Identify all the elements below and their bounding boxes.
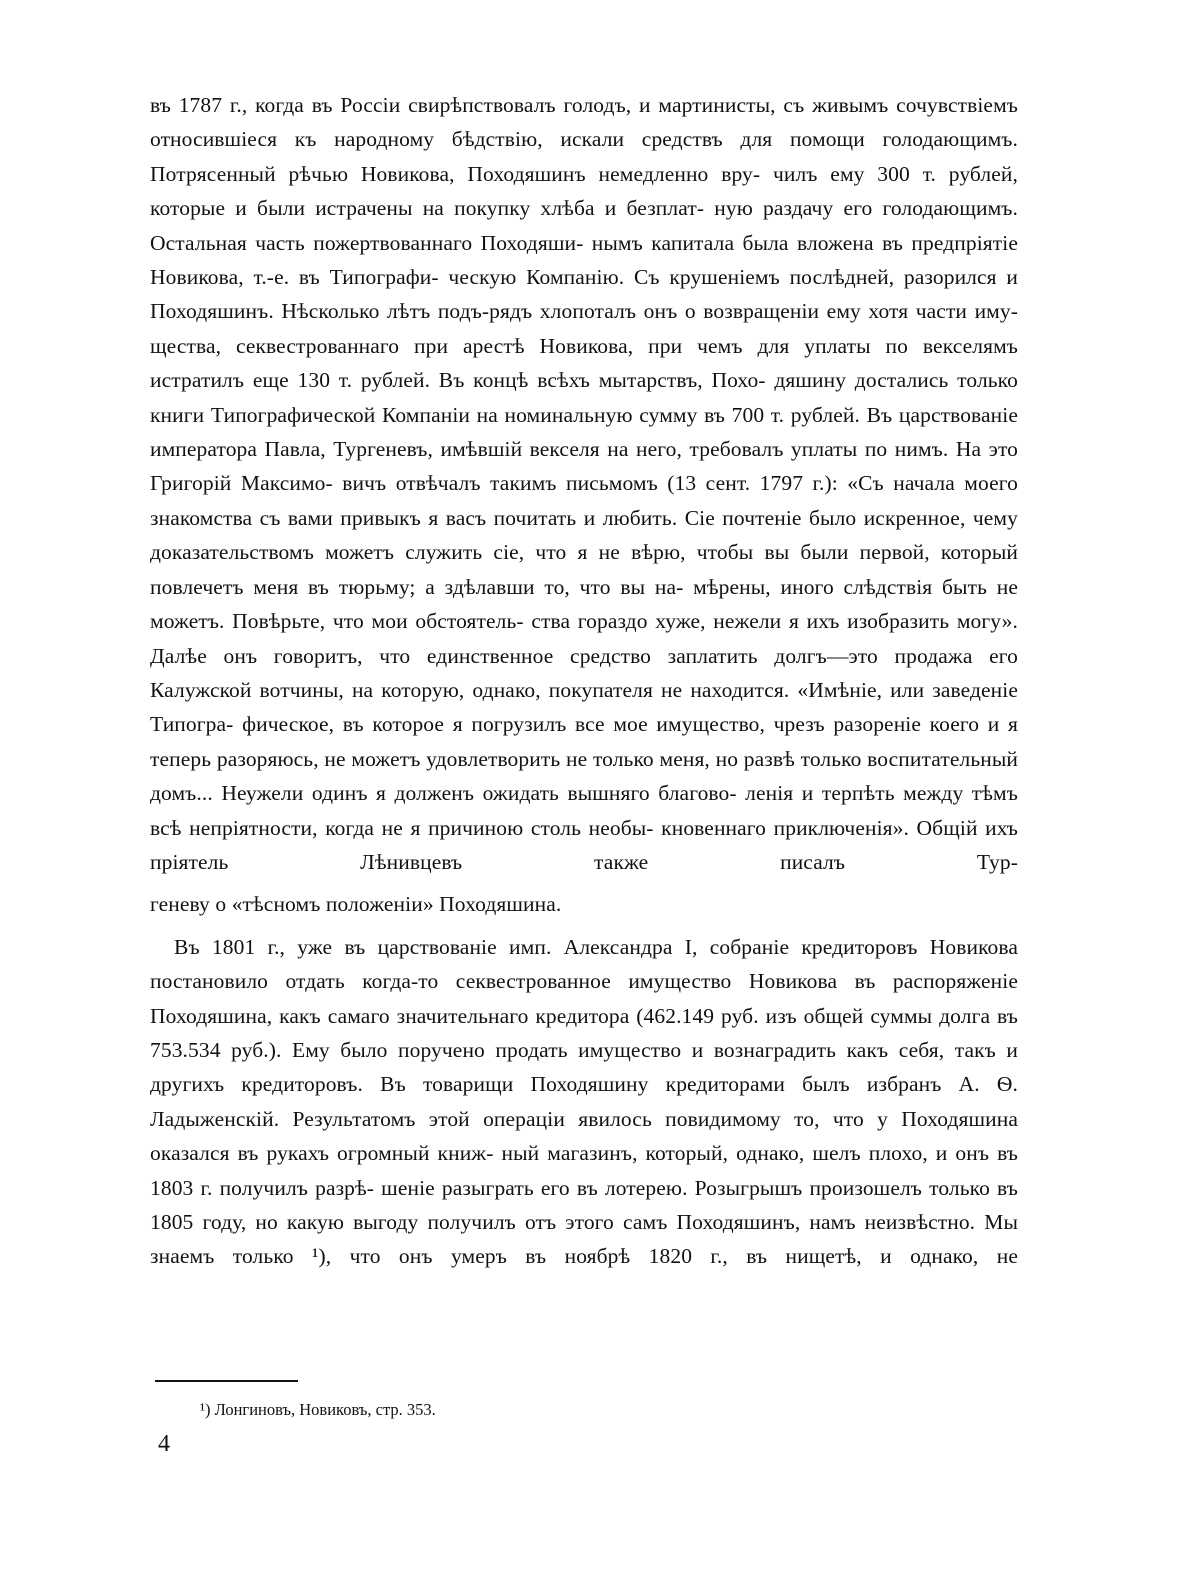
- text-line: единственное средство заплатить долгъ—это продажа его Калужской вотчины,: [150, 643, 1018, 702]
- text-line: на которую, однако, покупателя не находится. «Имѣніе, или заведеніе Типогра-: [150, 677, 1019, 737]
- text-line: чилъ ему 300 т. рублей, которые и были истрачены на покупку хлѣба и безплат-: [150, 161, 1018, 221]
- text-line: но какую выгоду получилъ отъ этого самъ Походяшинъ, намъ неизвѣстно. Мы: [255, 1210, 1018, 1234]
- text-line: ную раздачу его голодающимъ. Остальная часть пожертвованнаго Походяши-: [150, 196, 1018, 255]
- text-line: щества, секвестрованнаго при арестѣ Новикова, при чемъ для уплаты по: [150, 333, 909, 358]
- text-line: имѣвшій векселя на него, требовалъ уплаты по нимъ. На это Григорій Максимо-: [150, 437, 1019, 496]
- text-line: изъ общей суммы долга въ 753.534 руб.). Ему было поручено продать имущество: [150, 1003, 1018, 1062]
- text-line: Въ 1801 г., уже въ царствованіе имп. Александра I, собраніе кредиторовъ: [174, 934, 918, 959]
- text-line: Новикова постановило отдать когда-то секвестрованное имущество Новикова: [150, 934, 1018, 994]
- text-line: мѣрены, иного слѣдствія быть не можетъ. Повѣрьте, что мои обстоятель-: [150, 574, 1018, 634]
- text-line: явилось повидимому то, что у Походяшина оказался въ рукахъ огромный книж-: [150, 1106, 1019, 1166]
- paragraph-end: [150, 887, 1018, 921]
- footnote: ¹) Лонгиновъ, Новиковъ, стр. 353.: [200, 1400, 436, 1419]
- text-line: знаемъ только ¹), что онъ умеръ въ ноябрѣ 1820 г., въ нищетѣ, и однако, не: [150, 1244, 1018, 1269]
- text-line: голодающимъ. Потрясенный рѣчью Новикова, Походяшинъ немедленно вру-: [150, 127, 1018, 186]
- text-line: фическое, въ которое я погрузилъ все мое имущество, чрезъ разореніе коего: [242, 712, 980, 737]
- text-line: ленія и терпѣть между тѣмъ всѣ непріятности, когда не я причиною столь необы-: [150, 781, 1018, 840]
- text-line: нымъ капитала была вложена въ предпріятіе Новикова, т.-е. въ Типографи-: [150, 230, 1018, 290]
- text-line: шеніе разыграть его въ лотерею. Розыгрышъ произошелъ только въ 1805 году,: [150, 1175, 1018, 1234]
- text-line: въ 1787 г., когда въ Россіи свирѣпствовалъ голодъ, и мартинисты, съ живымъ: [150, 93, 889, 117]
- text-line: ный магазинъ, который, однако, шелъ плохо, и онъ въ 1803 г. получилъ разрѣ-: [150, 1141, 1019, 1200]
- text-line: кновеннаго приключенія». Общій ихъ пріятель Лѣнивцевъ также писалъ Тур-: [150, 815, 1018, 874]
- body-text: [150, 88, 1018, 1274]
- text-line: вичъ отвѣчалъ такимъ письмомъ (13 сент. 1797 г.): «Съ начала моего знакомства: [150, 471, 1018, 530]
- text-line: и я теперь разоряюсь, не можетъ удовлетворить не только меня, но развѣ только: [150, 712, 1019, 771]
- text-line: сочувствіемъ относившіеся къ народному бѣдствію, искали средствъ для помощи: [150, 93, 1018, 152]
- text-line: векселямъ истратилъ еще 130 т. рублей. Въ концѣ всѣхъ мытарствъ, Похо-: [150, 333, 1018, 393]
- text-line: и вознаградить какъ себя, такъ и другихъ кредиторовъ. Въ товарищи Походяшину: [150, 1037, 1018, 1097]
- text-line: кредиторами былъ избранъ А. Ѳ. Ладыженскій. Результатомъ этой операціи: [150, 1072, 1018, 1131]
- text-line: воспитательный домъ... Неужели одинъ я долженъ ожидать вышняго благово-: [150, 746, 1018, 806]
- paragraph: [150, 930, 1018, 1274]
- text-line: съ вами привыкъ я васъ почитать и любить. Сіе почтеніе было искренное,: [259, 505, 966, 530]
- text-line: чему доказательствомъ можетъ служить сіе, что я не вѣрю, чтобы вы были: [150, 505, 1018, 565]
- text-line: первой, который повлечетъ меня въ тюрьму; а здѣлавши то, что вы на-: [150, 540, 1018, 599]
- footnote-rule: [155, 1380, 298, 1382]
- text-line: Нѣсколько лѣтъ подъ-рядъ хлопоталъ онъ о возвращеніи ему хотя части иму-: [281, 299, 1018, 324]
- text-line: въ распоряженіе Походяшина, какъ самаго значительнаго кредитора (462.149 руб.: [150, 969, 1019, 1028]
- page-number: 4: [158, 1431, 170, 1457]
- paragraph: [150, 88, 1018, 879]
- text-line: сумму въ 700 т. рублей. Въ царствованіе императора Павла, Тургеневъ,: [150, 402, 1018, 462]
- text-line: ческую Компанію. Съ крушеніемъ послѣдней, разорился и Походяшинъ.: [150, 265, 1018, 324]
- text-line: геневу о «тѣсномъ положеніи» Походяшина.: [150, 892, 562, 917]
- text-line: дяшину достались только книги Типографической Компаніи на номинальную: [150, 368, 1018, 427]
- text-line: ства гораздо хуже, нежели я ихъ изобразить могу». Далѣе онъ говоритъ, что: [150, 609, 1019, 668]
